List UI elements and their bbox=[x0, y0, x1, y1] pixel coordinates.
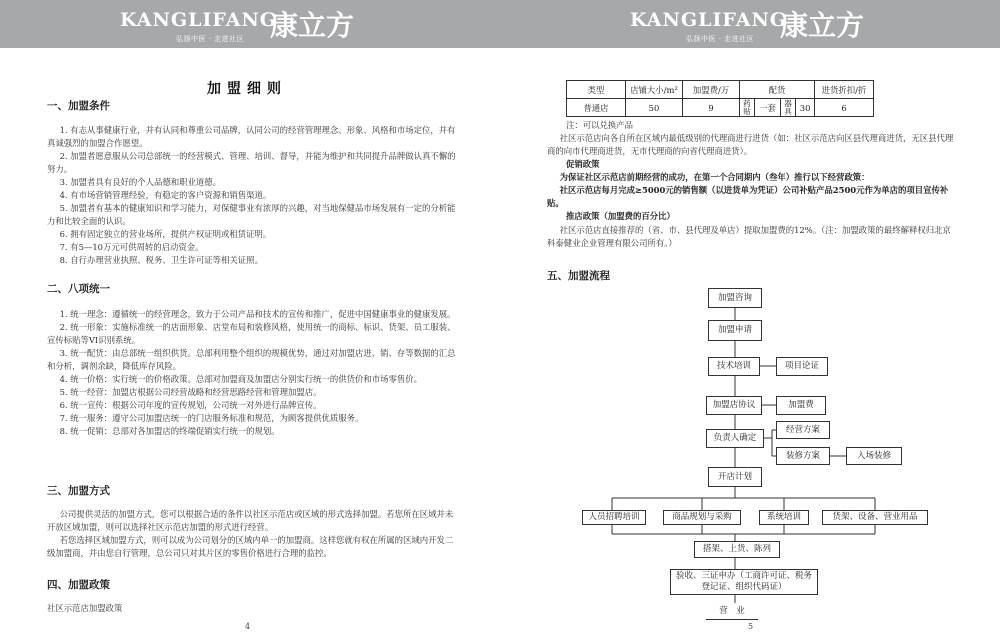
brand-logo-right bbox=[630, 6, 880, 46]
flow-step-license: 验收、三证申办（工商许可证、税务登记证、组织代码证） bbox=[670, 569, 818, 595]
flow-step-decor: 装修方案 bbox=[776, 447, 830, 465]
list-item: 2. 加盟者愿意服从公司总部统一的经营模式、管理、培训、督导，并能为维护和共同提升品牌做认真不懈的努力。 bbox=[47, 151, 456, 174]
list-item: 5. 加盟者有基本的健康知识和学习能力，对保健事业有浓厚的兴趣，对当地保健品市场发展有一定的分析能力和比较全面的认识。 bbox=[47, 203, 456, 226]
table-cell: 30 bbox=[796, 99, 815, 117]
page-title: 加盟细则 bbox=[207, 81, 287, 97]
promo-heading: 促销政策 bbox=[566, 159, 600, 169]
flow-step-recruit: 人员招聘培训 bbox=[582, 510, 646, 525]
list-item: 7. 有5—10万元可供周转的启动资金。 bbox=[59, 242, 204, 252]
brand-logo-left bbox=[120, 6, 370, 46]
right-page bbox=[500, 48, 1000, 632]
table-header: 加盟费/万 bbox=[683, 81, 740, 99]
list-item: 4. 有市场营销管理经验，有稳定的客户资源和销售渠道。 bbox=[59, 190, 272, 200]
table-note: 注：可以兑换产品 bbox=[566, 120, 633, 130]
table-cell: 普通店 bbox=[567, 99, 626, 117]
conditions-list bbox=[47, 124, 457, 267]
list-item: 5. 统一经营：加盟店根据公司经营战略和经营思路经营和管理加盟店。 bbox=[59, 387, 322, 397]
flow-step-open: 营 业 bbox=[706, 603, 758, 620]
flow-step-enter: 入场装修 bbox=[846, 447, 902, 465]
policy-subheading: 社区示范店加盟政策 bbox=[47, 603, 123, 613]
page-number: 4 bbox=[245, 622, 251, 631]
list-item: 3. 统一配货：由总部统一组织供货。总部利用整个组织的规模优势，通过对加盟店进、销、存等数据的汇总和分析，调剂余缺，降低库存风险。 bbox=[47, 348, 456, 371]
page-number: 5 bbox=[748, 622, 754, 631]
flow-step-fee: 加盟费 bbox=[776, 396, 826, 415]
flow-step-project: 项目论证 bbox=[776, 357, 828, 376]
table-cell: 50 bbox=[626, 99, 683, 117]
table-cell: 药贴 bbox=[740, 99, 755, 117]
section-heading-unification: 二、八项统一 bbox=[47, 283, 110, 295]
flow-step-sys: 系统培训 bbox=[759, 510, 809, 525]
unification-list bbox=[47, 308, 457, 438]
section-heading-conditions: 一、加盟条件 bbox=[47, 100, 110, 112]
table-cell: 一套 bbox=[755, 99, 781, 117]
table-cell: 器具 bbox=[781, 99, 796, 117]
list-item: 7. 统一服务：遵守公司加盟店统一的门店服务标准和规范，为顾客提供优质服务。 bbox=[59, 413, 364, 423]
flow-step-equip: 货架、设备、营业用品 bbox=[822, 510, 928, 525]
list-item: 8. 统一促销：总部对各加盟店的终端促销实行统一的规划。 bbox=[59, 426, 280, 436]
brand-slogan: 弘扬中医 · 走进社区 bbox=[176, 35, 245, 43]
list-item: 3. 加盟者具有良好的个人品德和职业道德。 bbox=[59, 177, 221, 187]
flow-step-shelf: 搭架、上货、陈列 bbox=[694, 541, 780, 558]
section-heading-methods: 三、加盟方式 bbox=[47, 485, 110, 497]
table-header: 配货 bbox=[740, 81, 815, 99]
paragraph: 若您选择区域加盟方式，则可以成为公司划分的区域内单一的加盟商。这样您就有权在所属的区域内开发二级加盟商，并由您自行管理，总公司只对其片区的零售价格进行合理的监控。 bbox=[47, 535, 454, 558]
methods-text bbox=[47, 508, 457, 560]
referral-heading: 推店政策（加盟费的百分比） bbox=[566, 211, 675, 221]
flow-step-apply: 加盟申请 bbox=[708, 320, 762, 341]
table-header: 类型 bbox=[567, 81, 626, 99]
flow-step-open-plan: 开店计划 bbox=[708, 467, 762, 487]
section-heading-policy: 四、加盟政策 bbox=[47, 579, 110, 591]
section-heading-process: 五、加盟流程 bbox=[547, 270, 610, 282]
brand-slogan: 弘扬中医 · 走进社区 bbox=[686, 35, 755, 43]
flow-step-consult: 加盟咨询 bbox=[708, 288, 762, 308]
flow-step-merch: 商品规划与采购 bbox=[663, 510, 741, 525]
list-item: 1. 统一理念：遵循统一的经营理念，致力于公司产品和技术的宣传和推广，促进中国健康事业的健康发展。 bbox=[59, 309, 456, 319]
referral-text: 社区示范店直接推荐的（省、市、县代理及单店）提取加盟费的12%。（注：加盟政策的最终解释权归北京科泰健业企业管理有限公司所有。） bbox=[547, 225, 951, 248]
table-header: 店铺大小/m² bbox=[626, 81, 683, 99]
flow-step-plan: 经营方案 bbox=[776, 421, 830, 439]
page-header-band bbox=[0, 0, 1000, 48]
table-header: 进货折扣/折 bbox=[815, 81, 874, 99]
brand-chinese: 康立方 bbox=[270, 9, 355, 42]
list-item: 2. 统一形象：实施标准统一的店面形象、店堂布局和装修风格，使用统一的商标、标识、货架、员工服装、宣传标贴等VI识别系统。 bbox=[47, 322, 456, 345]
promo-subsidy: 社区示范店每月完成≥5000元的销售额（以进货单为凭证）公司补贴产品2500元作为单店的项目宣传补贴。 bbox=[547, 185, 949, 208]
list-item: 4. 统一价格：实行统一的价格政策。总部对加盟商及加盟店分别实行统一的供货价和市场零售价。 bbox=[59, 374, 422, 384]
paragraph: 公司提供灵活的加盟方式，您可以根据合适的条件以社区示范店或区域的形式选择加盟。若您所在区域并未开放区域加盟，则可以选择社区示范店加盟的形式进行经营。 bbox=[47, 509, 454, 532]
flow-step-agreement: 加盟店协议 bbox=[706, 396, 762, 415]
brand-latin: KANGLIFANG bbox=[630, 9, 788, 31]
supply-paragraph: 社区示范店向各自所在区域内最低级别的代理商进行进货（如：社区示范店向区县代理商进货，无区县代理商的向市代理商进货，无市代理商的向省代理商进货）。 bbox=[547, 133, 954, 156]
list-item: 6. 拥有固定独立的营业场所，提供产权证明或租赁证明。 bbox=[59, 229, 272, 239]
promo-policy: 为保证社区示范店前期经营的成功，在第一个合同期内（叁年）推行以下经营政策： bbox=[559, 172, 870, 182]
list-item: 8. 自行办理营业执照、税务、卫生许可证等相关证照。 bbox=[59, 255, 263, 265]
table-cell: 6 bbox=[815, 99, 874, 117]
flow-step-training: 技术培训 bbox=[708, 357, 760, 376]
brand-chinese: 康立方 bbox=[780, 9, 865, 42]
list-item: 6. 统一宣传：根据公司年度的宣传规划，公司统一对外进行品牌宣传。 bbox=[59, 400, 322, 410]
table-cell: 9 bbox=[683, 99, 740, 117]
flow-step-owner: 负责人确定 bbox=[706, 429, 764, 448]
list-item: 1. 有志从事健康行业，并有认同和尊重公司品牌，认同公司的经营管理理念、形象、风格和市场定位，并有真诚强烈的加盟合作愿望。 bbox=[47, 125, 456, 148]
left-page bbox=[0, 48, 500, 632]
brand-latin: KANGLIFANG bbox=[120, 9, 278, 31]
